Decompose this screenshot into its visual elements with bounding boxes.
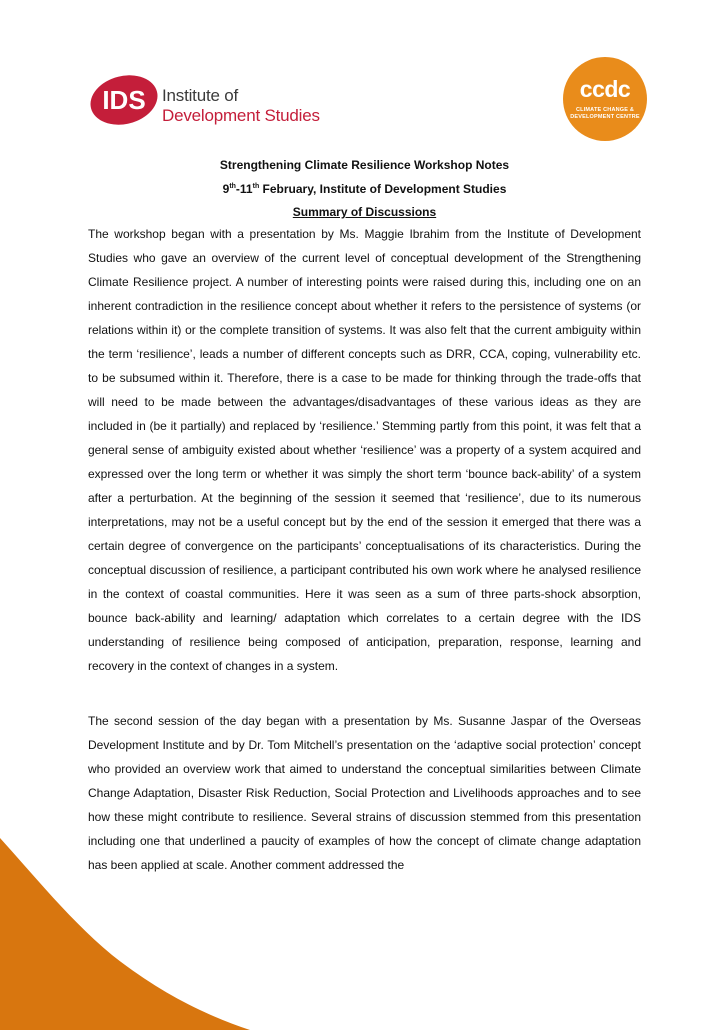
- summary-heading: Summary of Discussions: [292, 205, 437, 219]
- document-date-line: [88, 182, 641, 196]
- ccdc-logo-text: ccdc: [579, 76, 631, 102]
- date-suffix-start: th: [229, 183, 236, 190]
- date-day-start: 9: [222, 182, 230, 196]
- ccdc-logo-subtitle-line1: CLIMATE CHANGE &: [575, 107, 635, 113]
- document-title: Strengthening Climate Resilience Workshop Notes: [219, 158, 510, 172]
- ccdc-logo-subtitle-line2: DEVELOPMENT CENTRE: [570, 114, 640, 120]
- ids-logo-name-line2: Development Studies: [162, 106, 320, 125]
- ids-logo-mark: [88, 72, 160, 128]
- ids-logo-mark-text: IDS: [102, 85, 146, 115]
- paragraph-2: The second session of the day began with a presentation by Ms. Susanne Jaspar of the Overseas Development Institute and by Dr. Tom Mitchell’s presentation on the ‘adaptive social protection’ concept who provided an overview work that aimed to understand the conceptual similarities between Climate Change Adaptation, Disaster Risk Reduction, Social Protection and Livelihoods approaches and to see how these might contribute to resilience. Several strains of discussion stemmed from this presentation including one that underlined a paucity of examples of how the concept of climate change adaptation has been applied at scale. Another comment addressed the: [88, 714, 641, 872]
- ids-logo: [88, 72, 328, 132]
- ccdc-logo: [563, 57, 647, 141]
- ids-logo-name-line1: Institute of: [162, 86, 239, 105]
- date-suffix-end: th: [252, 183, 260, 190]
- date-rest: February, Institute of Development Studies: [259, 182, 507, 196]
- paragraph-1: The workshop began with a presentation by Ms. Maggie Ibrahim from the Institute of Development Studies who gave an overview of the current level of conceptual development of the Strengthening Climate Resilience project. A number of interesting points were raised during this, including one on an inherent contradiction in the resilience concept about whether it refers to the persistence of systems (or relations within it) or the complete transition of systems. It was also felt that the current ambiguity within the term ‘resilience’, leads a number of different concepts such as DRR, CCA, coping, vulnerability etc. to be subsumed within it. Therefore, there is a case to be made for thinking through the trade-offs that will need to be made between the advantages/disadvantages of these various ideas as they are included in (be it partially) and replaced by ‘resilience.’ Stemming partly from this point, it was felt that a general sense of ambiguity existed about whether ‘resilience’ was a property of a system acquired and expressed over the long term or whether it was simply the short term ‘bounce back-ability’ of a system after a perturbation. At the beginning of the session it seemed that ‘resilience’, due to its numerous interpretations, may not be a useful concept but by the end of the session it emerged that there was a certain degree of convergence on the participants’ conceptualisations of its characteristics. During the conceptual discussion of resilience, a participant contributed his own work where he analysed resilience in the context of coastal communities. Here it was seen as a sum of three parts-shock absorption, bounce back-ability and learning/ adaptation which correlates to a certain degree with the IDS understanding of resilience being composed of anticipation, preparation, response, learning and recovery in the context of changes in a system.: [88, 227, 641, 673]
- date-separator: -11: [235, 182, 253, 196]
